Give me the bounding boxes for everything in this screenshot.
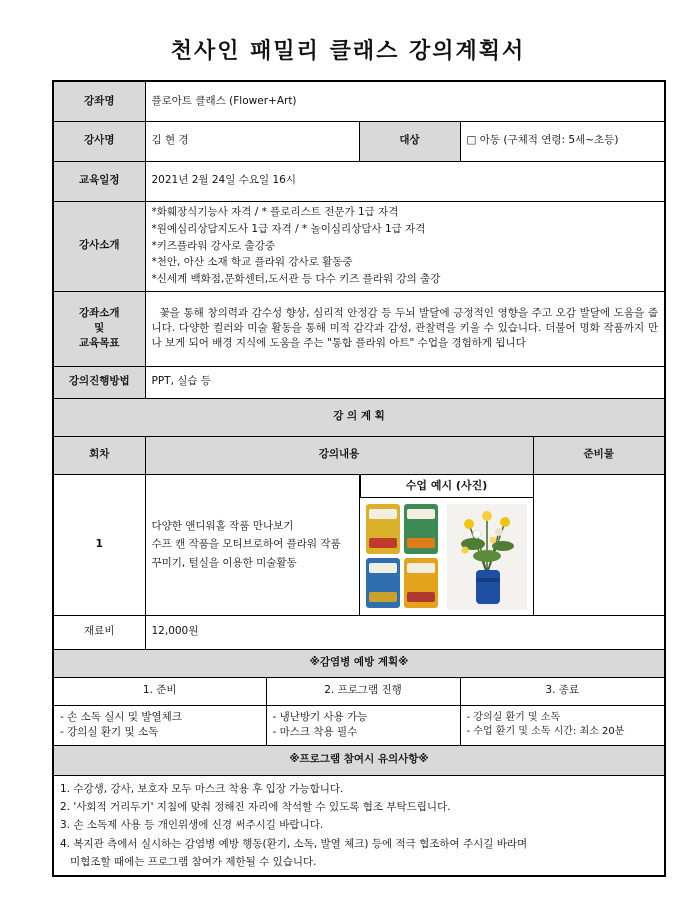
session-number: 1 bbox=[53, 474, 145, 615]
class-example-photo bbox=[360, 498, 533, 615]
prevention-item: - 마스크 착용 필수 bbox=[272, 726, 358, 738]
content-col-header: 강의내용 bbox=[145, 436, 533, 474]
method-value: PPT, 실습 등 bbox=[145, 366, 665, 398]
note-line: 4. 복지관 측에서 실시하는 감염병 예방 행동(환기, 소독, 발열 체크) 등에 적극 협조하여 주시길 바라며 bbox=[60, 837, 528, 850]
prevention-item: - 강의실 환기 및 소독 bbox=[466, 711, 561, 723]
prevention-step-items bbox=[53, 705, 266, 745]
prevention-item: - 냉난방기 사용 가능 bbox=[272, 710, 368, 723]
material-row bbox=[53, 615, 665, 649]
note-line: 미협조할 때에는 프로그램 참여가 제한될 수 있습니다. bbox=[60, 856, 317, 868]
soup-can-art-image bbox=[366, 504, 400, 554]
supplies-col-header: 준비물 bbox=[533, 436, 665, 474]
plan-section-title: 강 의 계 획 bbox=[53, 398, 665, 436]
notes-list bbox=[53, 775, 665, 876]
instructor-row bbox=[53, 121, 665, 161]
notes-row bbox=[53, 775, 665, 876]
instructor-label: 강사명 bbox=[53, 121, 145, 161]
soup-can-art-image bbox=[366, 558, 400, 608]
prevention-step-title: 3. 종료 bbox=[460, 677, 665, 705]
prevention-step-items bbox=[266, 705, 460, 745]
content-line: 다양한 앤디워홀 작품 만나보기 bbox=[151, 519, 294, 532]
supplies-value bbox=[533, 474, 665, 615]
goal-label bbox=[53, 291, 145, 366]
note-line: 2. '사회적 거리두기' 지침에 맞춰 정해진 자리에 착석할 수 있도록 협조 부탁드립니다. bbox=[60, 800, 451, 813]
prevention-step-items bbox=[460, 705, 665, 745]
notes-section-row bbox=[53, 745, 665, 775]
prevention-section-row bbox=[53, 649, 665, 677]
session-content bbox=[145, 474, 359, 615]
intro-line: *신세계 백화점,문화센터,도서관 등 다수 키즈 플라워 강의 출강 bbox=[151, 273, 441, 286]
prevention-step-title: 1. 준비 bbox=[53, 677, 266, 705]
note-line: 3. 손 소독제 사용 등 개인위생에 신경 써주시길 바랍니다. bbox=[60, 819, 324, 832]
schedule-value: 2021년 2월 24일 수요일 16시 bbox=[145, 161, 665, 201]
course-value: 플로아트 클래스 (Flower+Art) bbox=[145, 81, 665, 121]
schedule-label: 교육일정 bbox=[53, 161, 145, 201]
schedule-row bbox=[53, 161, 665, 201]
goal-label-line: 강좌소개 bbox=[78, 306, 120, 319]
prevention-item: - 손 소독 실시 및 발열체크 bbox=[60, 710, 182, 723]
lecture-plan-table bbox=[52, 80, 666, 877]
target-value: □ 아동 (구체적 연령: 5세~초등) bbox=[460, 121, 665, 161]
goal-text: 꽃을 통해 창의력과 감수성 향상, 심리적 안정감 등 두뇌 발달에 긍정적인 영향을 주고 오감 발달에 도움을 줍니다. 다양한 컬러와 미술 활동을 통해 미적 감각과 감성, 관찰력을 키울 수 있습니다. 더불어 명화 작품까지 만나 보게 되어 배경 지식에 도움을 주는 "통합 플라워 아트" 수업을 경험하게 됩니다 bbox=[145, 291, 665, 366]
photo-title: 수업 예시 (사진) bbox=[360, 475, 533, 498]
prevention-section-title: ※감염병 예방 계획※ bbox=[53, 649, 665, 677]
photo-cell bbox=[359, 474, 533, 615]
instructor-value: 김 현 경 bbox=[145, 121, 359, 161]
prevention-item: - 강의실 환기 및 소독 bbox=[60, 726, 159, 738]
soup-can-art-image bbox=[404, 504, 438, 554]
flower-bouquet-icon bbox=[447, 504, 527, 610]
method-row bbox=[53, 366, 665, 398]
soup-can-art-image bbox=[404, 558, 438, 608]
course-row bbox=[53, 81, 665, 121]
goal-label-line: 교육목표 bbox=[78, 337, 120, 350]
prevention-item: - 수업 환기 및 소독 시간: 최소 20분 bbox=[466, 726, 625, 737]
prevention-steps-row bbox=[53, 677, 665, 705]
course-label: 강좌명 bbox=[53, 81, 145, 121]
material-label: 재료비 bbox=[53, 615, 145, 649]
intro-line: *원예심리상담지도사 1급 자격 / * 놀이심리상담사 1급 자격 bbox=[151, 222, 426, 235]
session-col-header: 회차 bbox=[53, 436, 145, 474]
intro-row bbox=[53, 201, 665, 291]
session-row bbox=[53, 474, 665, 615]
intro-line: *화훼장식기능사 자격 / * 플로리스트 전문가 1급 자격 bbox=[151, 206, 399, 218]
plan-section-row bbox=[53, 398, 665, 436]
prevention-step-title: 2. 프로그램 진행 bbox=[266, 677, 460, 705]
intro-label: 강사소개 bbox=[53, 201, 145, 291]
content-line: 수프 캔 작품을 모티브로하여 플라워 작품 bbox=[151, 538, 341, 551]
method-label: 강의진행방법 bbox=[53, 366, 145, 398]
material-value: 12,000원 bbox=[145, 615, 665, 649]
goal-row bbox=[53, 291, 665, 366]
intro-value bbox=[145, 201, 665, 291]
intro-line: *천안, 아산 소재 학교 플라워 강사로 활동중 bbox=[151, 256, 353, 269]
intro-line: *키즈플라워 강사로 출강중 bbox=[151, 239, 275, 252]
prevention-items-row bbox=[53, 705, 665, 745]
plan-header-row bbox=[53, 436, 665, 474]
content-line: 꾸미기, 털실을 이용한 미술활동 bbox=[151, 556, 297, 569]
page-title: 천사인 패밀리 클래스 강의계획서 bbox=[170, 39, 526, 64]
flower-vase-image bbox=[447, 504, 527, 610]
notes-section-title: ※프로그램 참여시 유의사항※ bbox=[53, 745, 665, 775]
goal-label-line: 및 bbox=[94, 321, 105, 334]
note-line: 1. 수강생, 강사, 보호자 모두 마스크 착용 후 입장 가능합니다. bbox=[60, 782, 344, 795]
target-label: 대상 bbox=[359, 121, 460, 161]
